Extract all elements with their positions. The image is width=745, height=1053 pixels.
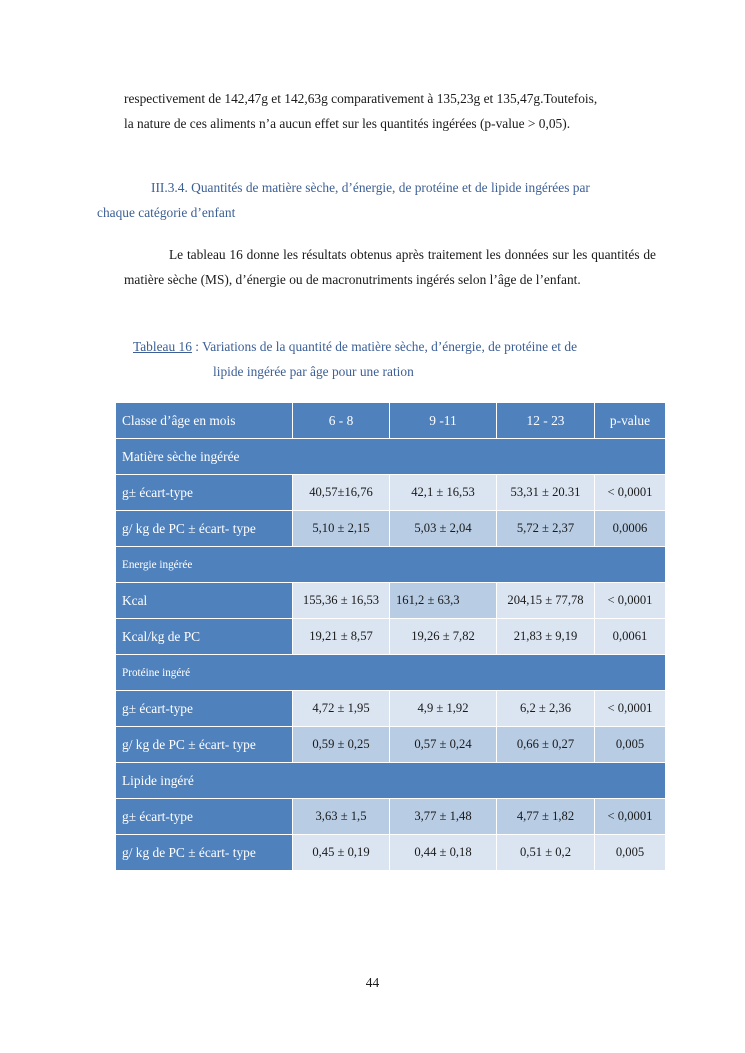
- cell: 161,2 ± 63,3: [390, 583, 497, 619]
- cell: 0,0006: [595, 511, 666, 547]
- section-heading: [97, 175, 656, 225]
- cell: 5,72 ± 2,37: [497, 511, 595, 547]
- table-row: [116, 799, 666, 835]
- cell: 0,51 ± 0,2: [497, 835, 595, 871]
- cell: 0,005: [595, 727, 666, 763]
- cell: 3,77 ± 1,48: [390, 799, 497, 835]
- table-row: [116, 835, 666, 871]
- body-paragraph: Le tableau 16 donne les résultats obtenus après traitement les données sur les quantités de matière sèche (MS), d’énergie ou de macronutriments ingérés selon l’âge de l’enfant.: [124, 247, 656, 287]
- section-title-protein: Protéine ingéré: [116, 655, 666, 691]
- section-heading-line-2: chaque catégorie d’enfant: [97, 205, 236, 220]
- table-caption: [133, 334, 653, 384]
- cell: 5,03 ± 2,04: [390, 511, 497, 547]
- table-row: [116, 691, 666, 727]
- nutrition-table: [115, 402, 666, 871]
- cell: 204,15 ± 77,78: [497, 583, 595, 619]
- top-paragraph: [124, 86, 656, 136]
- cell: < 0,0001: [595, 799, 666, 835]
- section-row: [116, 439, 666, 475]
- section-title-lipid: Lipide ingéré: [116, 763, 666, 799]
- cell: 4,72 ± 1,95: [293, 691, 390, 727]
- cell: 0,0061: [595, 619, 666, 655]
- section-row: [116, 547, 666, 583]
- cell: 21,83 ± 9,19: [497, 619, 595, 655]
- header-age-class: Classe d’âge en mois: [116, 403, 293, 439]
- table-caption-line-2: lipide ingérée par âge pour une ration: [213, 364, 414, 379]
- cell: 6,2 ± 2,36: [497, 691, 595, 727]
- row-label: g± écart-type: [116, 475, 293, 511]
- section-heading-line-1: III.3.4. Quantités de matière sèche, d’énergie, de protéine et de lipide ingérées par: [151, 180, 590, 195]
- cell: 0,005: [595, 835, 666, 871]
- cell: 40,57±16,76: [293, 475, 390, 511]
- cell: 0,66 ± 0,27: [497, 727, 595, 763]
- row-label: g± écart-type: [116, 691, 293, 727]
- cell: 0,45 ± 0,19: [293, 835, 390, 871]
- header-12-23: 12 - 23: [497, 403, 595, 439]
- section-row: [116, 655, 666, 691]
- cell: < 0,0001: [595, 583, 666, 619]
- page-number: 44: [365, 975, 380, 990]
- row-label: g/ kg de PC ± écart- type: [116, 727, 293, 763]
- row-label: g± écart-type: [116, 799, 293, 835]
- row-label: Kcal/kg de PC: [116, 619, 293, 655]
- table-header-row: [116, 403, 666, 439]
- top-paragraph-line-2: la nature de ces aliments n’a aucun effet sur les quantités ingérées (p-value > 0,05).: [124, 116, 571, 131]
- table-row: [116, 727, 666, 763]
- cell: < 0,0001: [595, 475, 666, 511]
- cell: 4,9 ± 1,92: [390, 691, 497, 727]
- table-row: [116, 619, 666, 655]
- cell: < 0,0001: [595, 691, 666, 727]
- cell: 19,26 ± 7,82: [390, 619, 497, 655]
- cell: 4,77 ± 1,82: [497, 799, 595, 835]
- top-paragraph-line-1: respectivement de 142,47g et 142,63g comparativement à 135,23g et 135,47g.Toutefois,: [124, 91, 598, 106]
- cell: 5,10 ± 2,15: [293, 511, 390, 547]
- table-row: [116, 511, 666, 547]
- cell: 0,57 ± 0,24: [390, 727, 497, 763]
- section-title-dry-matter: Matière sèche ingérée: [116, 439, 666, 475]
- cell: 53,31 ± 20.31: [497, 475, 595, 511]
- cell: 0,44 ± 0,18: [390, 835, 497, 871]
- table-row: [116, 475, 666, 511]
- cell: 0,59 ± 0,25: [293, 727, 390, 763]
- table-caption-ref: Tableau 16: [133, 339, 192, 354]
- header-6-8: 6 - 8: [293, 403, 390, 439]
- cell: 19,21 ± 8,57: [293, 619, 390, 655]
- header-9-11: 9 -11: [390, 403, 497, 439]
- row-label: Kcal: [116, 583, 293, 619]
- row-label: g/ kg de PC ± écart- type: [116, 835, 293, 871]
- table-row: [116, 583, 666, 619]
- section-title-energy: Energie ingérée: [116, 547, 666, 583]
- header-p-value: p-value: [595, 403, 666, 439]
- section-row: [116, 763, 666, 799]
- row-label: g/ kg de PC ± écart- type: [116, 511, 293, 547]
- cell: 155,36 ± 16,53: [293, 583, 390, 619]
- table-caption-line-1: : Variations de la quantité de matière sèche, d’énergie, de protéine et de: [191, 339, 578, 354]
- cell: 42,1 ± 16,53: [390, 475, 497, 511]
- cell: 3,63 ± 1,5: [293, 799, 390, 835]
